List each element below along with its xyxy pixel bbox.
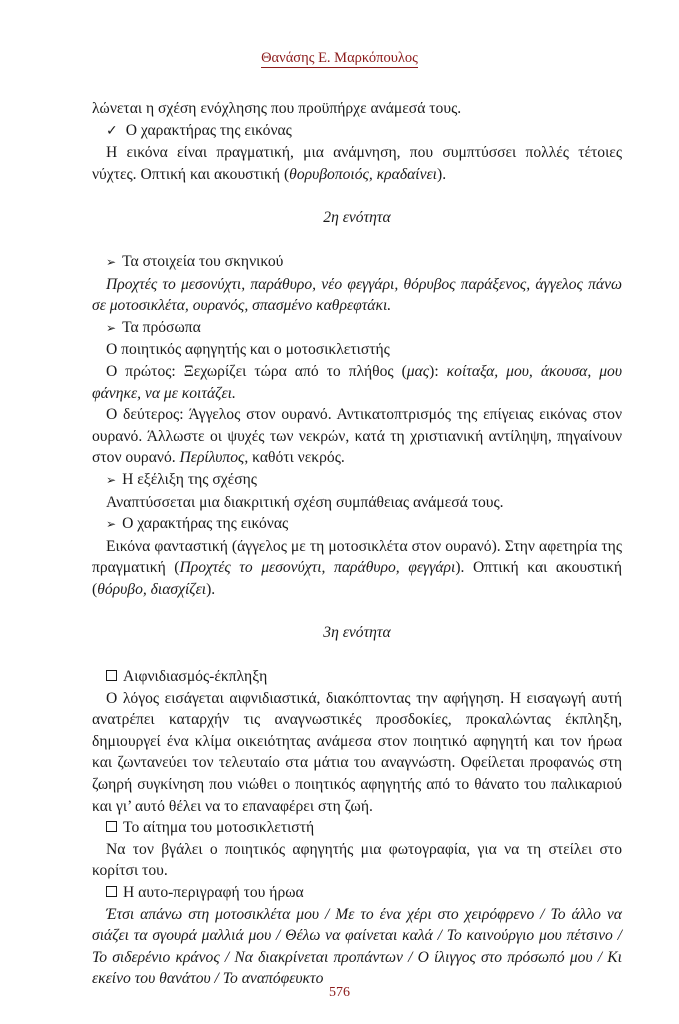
arrow-bullet-icon: ➢ bbox=[106, 254, 117, 269]
subheading-scene-elements: ➢ Τα στοιχεία του σκηνικού bbox=[106, 252, 284, 270]
subheading-image-character-2: ➢ Ο χαρακτήρας της εικόνας bbox=[106, 515, 289, 533]
paragraph-persons: Ο ποιητικός αφηγητής και ο μοτοσικλετιστής bbox=[106, 341, 390, 359]
paragraph-second-person: Ο δεύτερος: Άγγελος στον ουρανό. Αντικατοπτρισμός της επίγειας εικόνας στον ουρανό. Άλλωστε οι ψυχές των νεκρών, κατά τη χριστιανική αντίληψη, πηγαίνουν στον ουρανό. Περίλυπος, καθότι νεκρός. bbox=[92, 406, 622, 467]
paragraph-surprise: Ο λόγος εισάγεται αιφνιδιαστικά, διακόπτοντας την αφήγηση. Η εισαγωγή αυτή ανατρέπει καταρχήν τις αναγνωστικές προσδοκίες, προκαλώντας έκπληξη, δημιουργεί ένα κλίμα οικειότητας ανάμεσα στον ποιητικό αφηγητή και τον ήρωα και ζωντανεύει τον τελευταίο στα μάτια του αναγνώστη. Οφείλεται προφανώς στη ζωηρή συγκίνηση που νιώθει ο ποιητικός αφηγητής από το θάνατο του παλικαριού και γι’ αυτό θέλει να το επαναφέρει στη ζωή. bbox=[92, 689, 622, 815]
paragraph-first-person: Ο πρώτος: Ξεχωρίζει τώρα από το πλήθος (μας): κοίταξα, μου, άκουσα, μου φάνηκε, να με κοιτάζει. bbox=[92, 362, 623, 402]
paragraph-image-real: Η εικόνα είναι πραγματική, μια ανάμνηση, που συμπτύσσει πολλές τέτοιες νύχτες. Οπτική και ακουστική (θορυβοποιός, κραδαίνει). bbox=[92, 144, 622, 183]
running-header bbox=[0, 50, 679, 67]
paragraph-continuation: λώνεται η σχέση ενόχλησης που προϋπήρχε ανάμεσά τους. bbox=[92, 100, 462, 117]
section-heading-3: 3η ενότητα bbox=[323, 624, 391, 642]
arrow-bullet-icon: ➢ bbox=[106, 517, 117, 532]
page-number: 576 bbox=[329, 985, 350, 1000]
page-body bbox=[92, 98, 622, 990]
check-mark-icon: ✓ bbox=[106, 122, 118, 139]
paragraph-scene-elements: Προχτές το μεσονύχτι, παράθυρο, νέο φεγγάρι, θόρυβος παράξενος, άγγελος πάνω σε μοτοσικλέτα, ουρανός, σπασμένο καθρεφτάκι. bbox=[92, 275, 622, 315]
paragraph-image-fantastic: Εικόνα φανταστική (άγγελος με τη μοτοσικλέτα στον ουρανό). Στην αφετηρία της πραγματική (Προχτές το μεσονύχτι, παράθυρο, φεγγάρι). Οπτική και ακουστική (θόρυβο, διασχίζει). bbox=[92, 537, 622, 598]
subheading-relation: ➢ Η εξέλιξη της σχέσης bbox=[106, 470, 257, 488]
section-heading-2: 2η ενότητα bbox=[323, 209, 391, 227]
subheading-self-description: Η αυτο-περιγραφή του ήρωα bbox=[92, 882, 622, 904]
checkbox-bullet-icon bbox=[106, 670, 117, 681]
paragraph-request: Να τον βγάλει ο ποιητικός αφηγητής μια φωτογραφία, για να τη στείλει στο κορίτσι του. bbox=[92, 840, 622, 880]
checkbox-bullet-icon bbox=[106, 886, 117, 897]
author-name: Θανάσης Ε. Μαρκόπουλος bbox=[261, 50, 418, 66]
subheading-surprise: Αιφνιδιασμός-έκπληξη bbox=[92, 666, 622, 688]
arrow-bullet-icon: ➢ bbox=[106, 472, 117, 487]
arrow-bullet-icon: ➢ bbox=[106, 320, 117, 335]
paragraph-self-description: Έτσι απάνω στη μοτοσικλέτα μου / Με το ένα χέρι στο χειρόφρενο / Το άλλο να σιάζει τα σγουρά μαλλιά μου / Θέλω να φαίνεται καλά / Το καινούργιο μου πέτσινο / Το σιδερένιο κράνος / Να διακρίνεται προπάντων / Ο ίλιγγος στο πρόσωπό μου / Κι εκείνο του θανάτου / Το αναπόφευκτο bbox=[92, 905, 622, 988]
subheading-request: Το αίτημα του μοτοσικλετιστή bbox=[92, 817, 622, 839]
subheading-persons: ➢ Τα πρόσωπα bbox=[106, 318, 201, 336]
paragraph-relation: Αναπτύσσεται μια διακριτική σχέση συμπάθειας ανάμεσά τους. bbox=[106, 493, 504, 511]
checkbox-bullet-icon bbox=[106, 821, 117, 832]
subheading-image-character: ✓ Ο χαρακτήρας της εικόνας bbox=[106, 121, 292, 139]
